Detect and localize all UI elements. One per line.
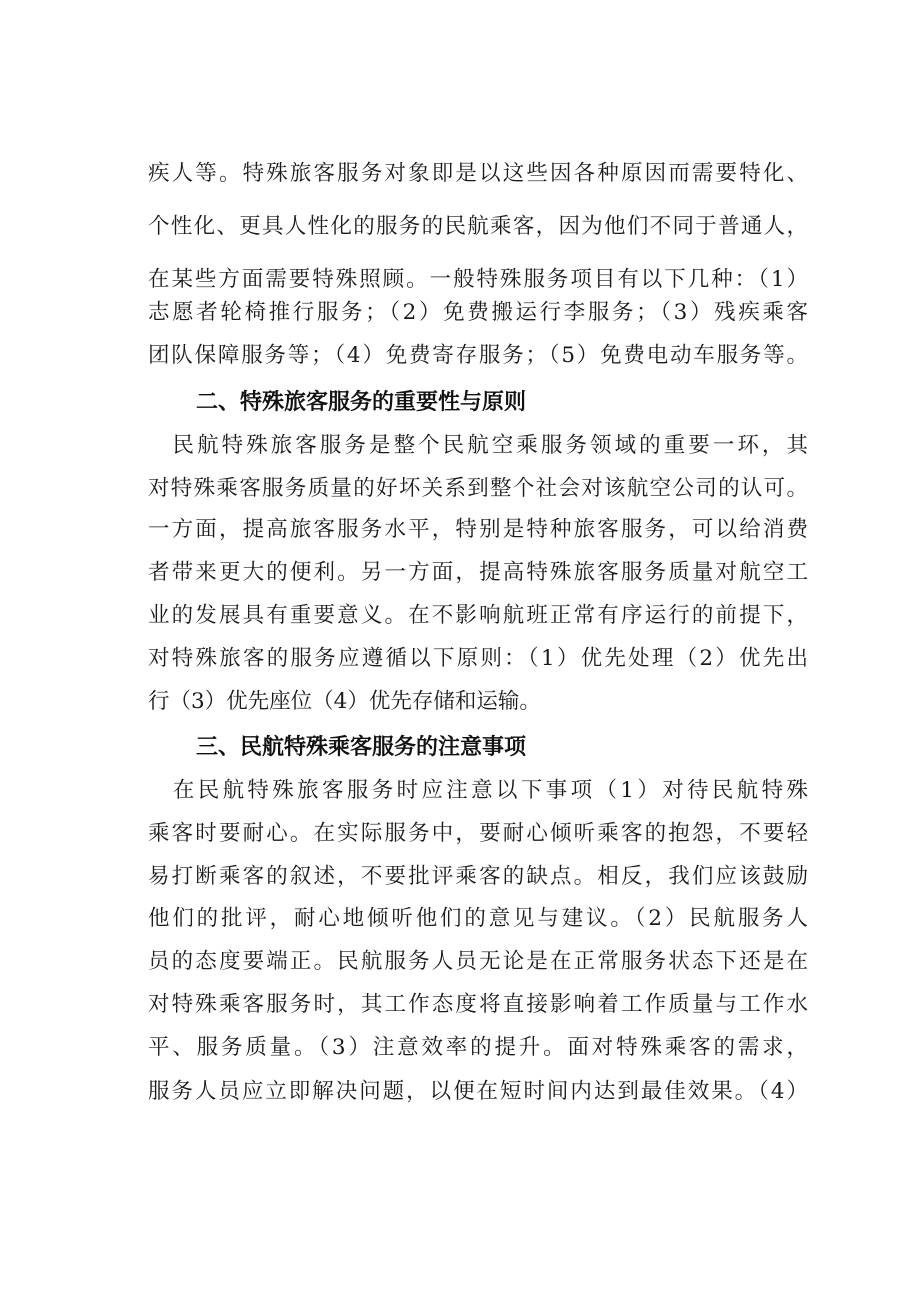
paragraph-line: 对特殊乘客服务质量的好坏关系到整个社会对该航空公司的认可。: [148, 476, 808, 501]
paragraph-line: 在民航特殊旅客服务时应注意以下事项（1）对待民航特殊: [148, 778, 808, 803]
paragraph-line: 乘客时要耐心。在实际服务中，要耐心倾听乘客的抱怨，不要轻: [148, 821, 808, 846]
section-heading: 二、特殊旅客服务的重要性与原则: [196, 390, 527, 415]
paragraph-line: 志愿者轮椅推行服务；（2）免费搬运行李服务；（3）残疾乘客: [148, 300, 808, 325]
paragraph-line: 一方面，提高旅客服务水平，特别是特种旅客服务，可以给消费: [148, 517, 808, 542]
paragraph-line: 民航特殊旅客服务是整个民航空乘服务领域的重要一环，其: [148, 433, 808, 458]
paragraph-line: 业的发展具有重要意义。在不影响航班正常有序运行的前提下，: [148, 603, 808, 628]
paragraph-line: 疾人等。特殊旅客服务对象即是以这些因各种原因而需要特化、: [148, 161, 808, 186]
section-heading: 三、民航特殊乘客服务的注意事项: [196, 735, 527, 760]
paragraph-line: 易打断乘客的叙述，不要批评乘客的缺点。相反，我们应该鼓励: [148, 864, 808, 889]
paragraph-line: 团队保障服务等；（4）免费寄存服务；（5）免费电动车服务等。: [148, 343, 808, 368]
paragraph-line: 者带来更大的便利。另一方面，提高特殊旅客服务质量对航空工: [148, 560, 808, 585]
paragraph-line: 对特殊乘客服务时，其工作态度将直接影响着工作质量与工作水: [148, 992, 808, 1017]
paragraph-line: 行（3）优先座位（4）优先存储和运输。: [148, 689, 541, 714]
paragraph-line: 员的态度要端正。民航服务人员无论是在正常服务状态下还是在: [148, 949, 808, 974]
paragraph-line: 平、服务质量。（3）注意效率的提升。面对特殊乘客的需求，: [148, 1035, 808, 1060]
paragraph-line: 在某些方面需要特殊照顾。一般特殊服务项目有以下几种：（1）: [148, 267, 808, 292]
paragraph-line: 对特殊旅客的服务应遵循以下原则：（1）优先处理（2）优先出: [148, 646, 808, 671]
paragraph-line: 他们的批评，耐心地倾听他们的意见与建议。（2）民航服务人: [148, 906, 808, 931]
paragraph-line: 个性化、更具人性化的服务的民航乘客，因为他们不同于普通人，: [148, 214, 808, 239]
paragraph-line: 服务人员应立即解决问题，以便在短时间内达到最佳效果。（4）: [148, 1079, 808, 1104]
